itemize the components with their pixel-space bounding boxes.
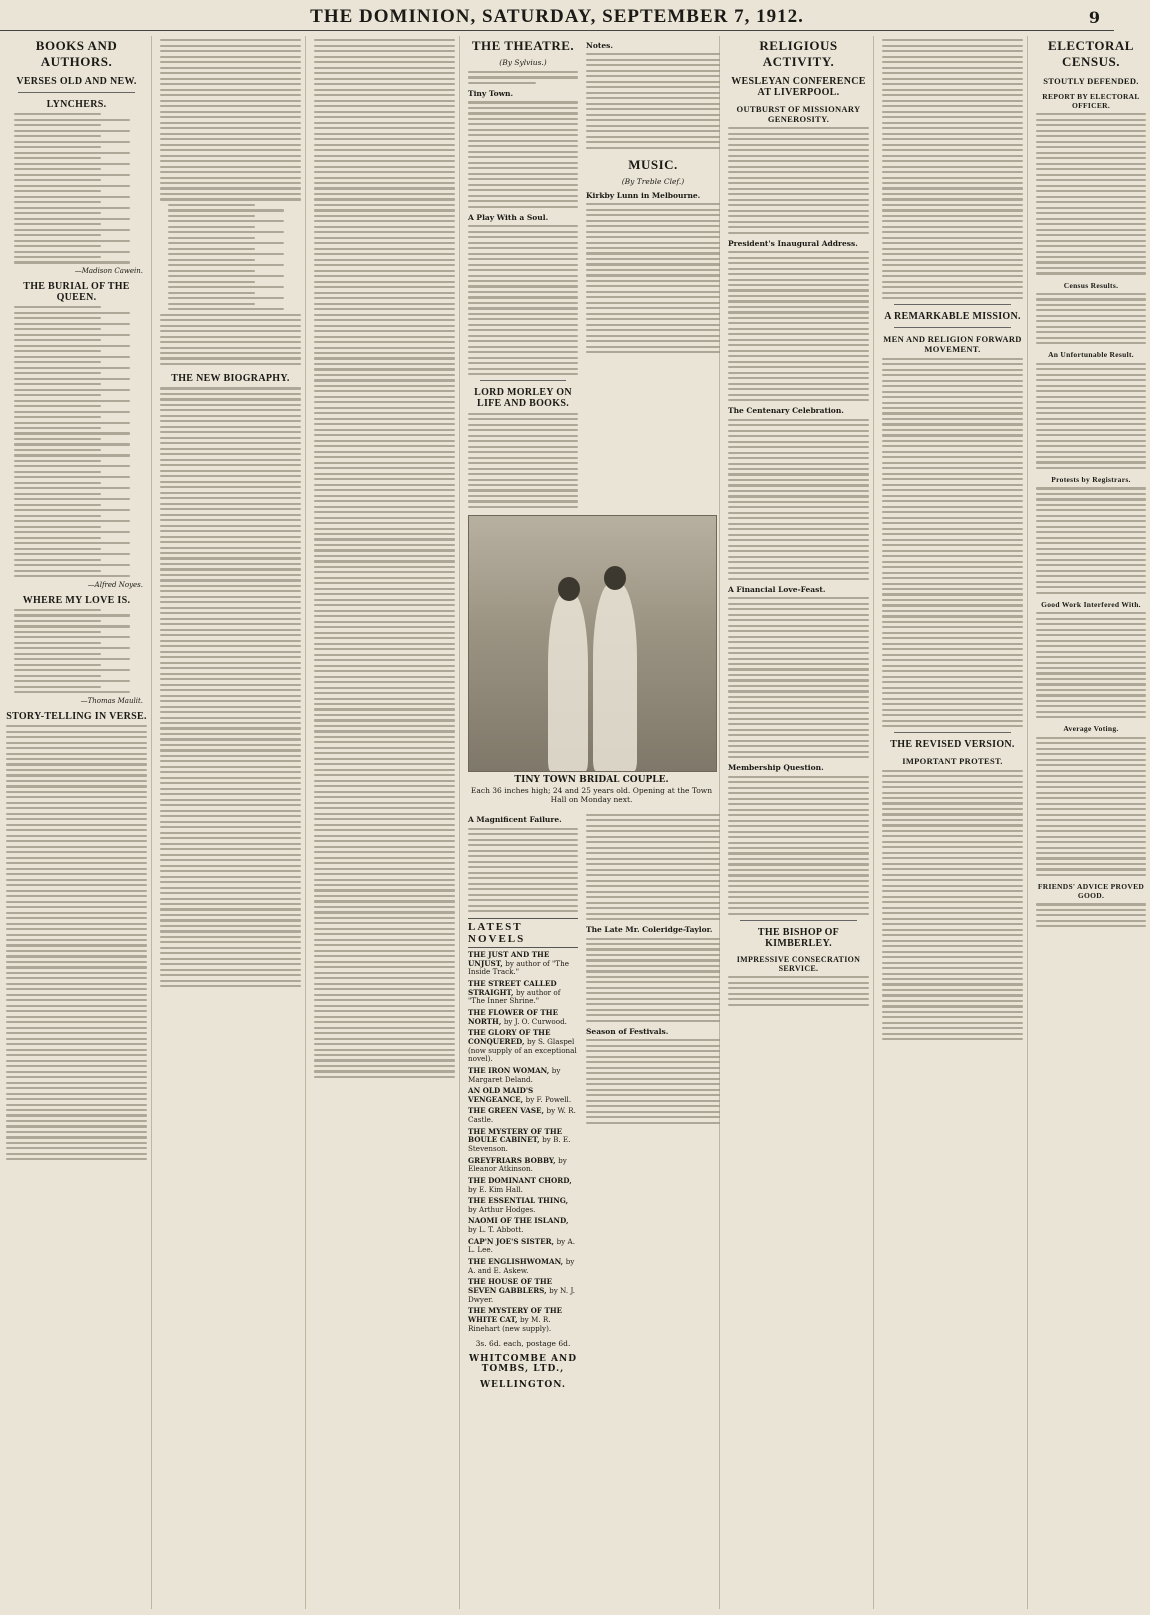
novel-detail: by E. Kim Hall. (468, 1184, 523, 1194)
masthead (0, 4, 1114, 31)
columns (6, 36, 1145, 1609)
new-biography-heading: THE NEW BIOGRAPHY. (171, 373, 290, 385)
revised-version-heading: THE REVISED VERSION. (890, 739, 1015, 751)
season-subhead: Season of Festivals. (586, 1026, 669, 1036)
novel-title: THE IRON WOMAN, (468, 1065, 552, 1075)
novel-title: AN OLD MAID'S VENGEANCE, (468, 1086, 534, 1104)
music-heading: MUSIC. (628, 156, 678, 172)
outburst-heading: OUTBURST OF MISSIONARY GENEROSITY. (736, 104, 861, 124)
novel-detail: by Arthur Hodges. (468, 1204, 536, 1214)
novel-title: THE STREET CALLED STRAIGHT, (468, 979, 557, 997)
column-electoral-census (1036, 36, 1150, 1609)
novel-title: THE GREEN VASE, (468, 1106, 547, 1116)
novel-list-item (468, 1107, 578, 1124)
notes-subhead: Notes. (586, 41, 613, 50)
wesleyan-heading: WESLEYAN CONFERENCE AT LIVERPOOL. (731, 76, 866, 98)
novel-list-item (468, 1157, 578, 1174)
remarkable-mission-heading: A REMARKABLE MISSION. (884, 311, 1021, 323)
centenary-subhead: The Centenary Celebration. (728, 406, 844, 416)
important-protest-heading: IMPORTANT PROTEST. (902, 756, 1003, 767)
novel-title: THE DOMINANT CHORD, (468, 1175, 572, 1185)
electoral-census-heading: ELECTORAL CENSUS. (1048, 38, 1134, 69)
lynchers-attribution: —Madison Cawein. (74, 266, 143, 275)
where-attribution: —Thomas Maulit. (80, 696, 143, 705)
novel-title: CAP'N JOE'S SISTER, (468, 1236, 557, 1246)
lynchers-heading: LYNCHERS. (46, 99, 107, 110)
theatre-byline: (By Sylvius.) (499, 58, 547, 67)
novel-list-item (468, 980, 578, 1006)
novel-detail: by B. E. Stevenson. (468, 1135, 571, 1153)
latest-novels-heading: LATEST NOVELS (468, 918, 578, 948)
novel-detail: by A. and E. Askew. (468, 1257, 575, 1275)
theatre-heading: THE THEATRE. (471, 38, 575, 53)
impressive-heading: IMPRESSIVE CONSECRATION SERVICE. (736, 954, 861, 973)
report-heading: REPORT BY ELECTORAL OFFICER. (1042, 92, 1140, 110)
novel-detail: by Eleanor Atkinson. (468, 1155, 567, 1174)
novel-detail: by W. R. Castle. (468, 1106, 576, 1125)
novel-title: THE GLORY OF THE CONQUERED, (468, 1028, 551, 1046)
religious-heading: RELIGIOUS ACTIVITY. (759, 38, 838, 69)
novels-price: 3s. 6d. each, postage 6d. (475, 1339, 571, 1349)
publisher-city: WELLINGTON. (479, 1380, 567, 1391)
novel-list-item (468, 951, 578, 977)
novel-list-item (468, 1177, 578, 1194)
theatre-column (468, 36, 578, 511)
novel-detail: by S. Glaspel (now supply of an exceptional novel). (468, 1036, 577, 1064)
novel-list-item (468, 1067, 578, 1084)
photo-caption: TINY TOWN BRIDAL COUPLE. (514, 775, 669, 786)
failure-column (468, 810, 578, 1390)
publisher-name: WHITCOMBE AND TOMBS, LTD., (468, 1354, 578, 1375)
novel-title: NAOMI OF THE ISLAND, (468, 1216, 569, 1226)
novel-list-item (468, 1197, 578, 1214)
novel-list-item (468, 1258, 578, 1275)
play-subhead: A Play With a Soul. (468, 212, 549, 222)
column-books-and-authors (6, 36, 152, 1609)
lovefeast-subhead: A Financial Love-Feast. (728, 584, 826, 594)
census-results-subhead: Census Results. (1063, 280, 1119, 290)
protests-subhead: Protests by Registrars. (1051, 475, 1131, 485)
novel-title: GREYFRIARS BOBBY, (468, 1155, 559, 1165)
bridal-couple-photo (468, 515, 717, 772)
music-byline: (By Treble Clef.) (621, 176, 685, 186)
verses-heading: VERSES OLD AND NEW. (16, 76, 137, 87)
novel-detail: by Margaret Deland. (468, 1065, 561, 1084)
novel-title: THE ESSENTIAL THING, (468, 1196, 569, 1206)
presidents-subhead: President's Inaugural Address. (728, 238, 858, 248)
column-3 (314, 36, 460, 1609)
column-2 (160, 36, 306, 1609)
kirkby-subhead: Kirkby Lunn in Melbourne. (586, 190, 701, 200)
novel-detail: by F. Powell. (525, 1094, 572, 1104)
novel-detail: by L. T. Abbott. (468, 1225, 524, 1235)
notes-column (586, 36, 720, 511)
coleridge-subhead: The Late Mr. Coleridge-Taylor. (586, 925, 713, 935)
novel-title: THE HOUSE OF THE SEVEN GABBLERS, (468, 1277, 553, 1295)
photo-caption-sub: Each 36 inches high; 24 and 25 years old. Opening at the Town Hall on Monday next. (470, 786, 713, 805)
novel-list-item (468, 1128, 578, 1154)
masthead-title: THE DOMINION, SATURDAY, SEPTEMBER 7, 1912. (310, 6, 804, 27)
kimberley-heading: THE BISHOP OF KIMBERLEY. (757, 926, 840, 949)
novel-list-item (468, 1029, 578, 1064)
column-7 (882, 36, 1028, 1609)
good-work-subhead: Good Work Interfered With. (1041, 599, 1141, 609)
novel-list-item (468, 1238, 578, 1255)
column-theatre-music (468, 36, 720, 1609)
story-telling-heading: STORY-TELLING IN VERSE. (6, 710, 147, 722)
tiny-town-subhead: Tiny Town. (468, 89, 514, 99)
novel-title: THE FLOWER OF THE NORTH, (468, 1008, 559, 1026)
novel-title: THE MYSTERY OF THE WHITE CAT, (468, 1306, 563, 1324)
novel-title: THE MYSTERY OF THE BOULE CABINET, (468, 1126, 563, 1145)
divider (18, 92, 135, 93)
section-books-and-authors: BOOKS AND AUTHORS. (35, 38, 118, 69)
novel-detail: by N. J. Dwyer. (468, 1285, 576, 1304)
membership-subhead: Membership Question. (728, 763, 824, 773)
novel-detail: by A. L. Lee. (468, 1236, 575, 1255)
notes-continued (586, 810, 720, 1390)
failure-subhead: A Magnificent Failure. (468, 815, 562, 825)
unfortunate-result-subhead: An Unfortunable Result. (1048, 350, 1134, 360)
novel-list-item (468, 1307, 578, 1333)
page-number: 9 (1088, 7, 1100, 27)
burial-attribution: —Alfred Noyes. (87, 580, 143, 589)
friends-advice-heading: FRIENDS' ADVICE PROVED GOOD. (1037, 882, 1145, 901)
novel-detail: by author of "The Inner Shrine." (468, 987, 561, 1006)
novel-title: THE JUST AND THE UNJUST, (468, 950, 550, 968)
novel-list-item (468, 1087, 578, 1104)
where-my-love-heading: WHERE MY LOVE IS. (22, 594, 131, 606)
novel-list-item (468, 1009, 578, 1026)
morley-heading: LORD MORLEY ON LIFE AND BOOKS. (474, 387, 572, 410)
novel-title: THE ENGLISHWOMAN, (468, 1257, 566, 1267)
column-religious-activity (728, 36, 874, 1609)
men-religion-heading: MEN AND RELIGION FORWARD MOVEMENT. (883, 334, 1022, 355)
novel-detail: by author of "The Inside Track." (468, 958, 569, 977)
novel-list-item (468, 1217, 578, 1234)
novel-list-item (468, 1278, 578, 1304)
burial-heading: THE BURIAL OF THE QUEEN. (23, 280, 130, 303)
novel-detail: by M. R. Rinehart (new supply). (468, 1314, 552, 1333)
stoutly-defended-heading: STOUTLY DEFENDED. (1043, 76, 1139, 86)
novel-list (468, 951, 578, 1333)
novel-detail: by J. O. Curwood. (503, 1016, 567, 1026)
average-voting-subhead: Average Voting. (1063, 724, 1119, 734)
